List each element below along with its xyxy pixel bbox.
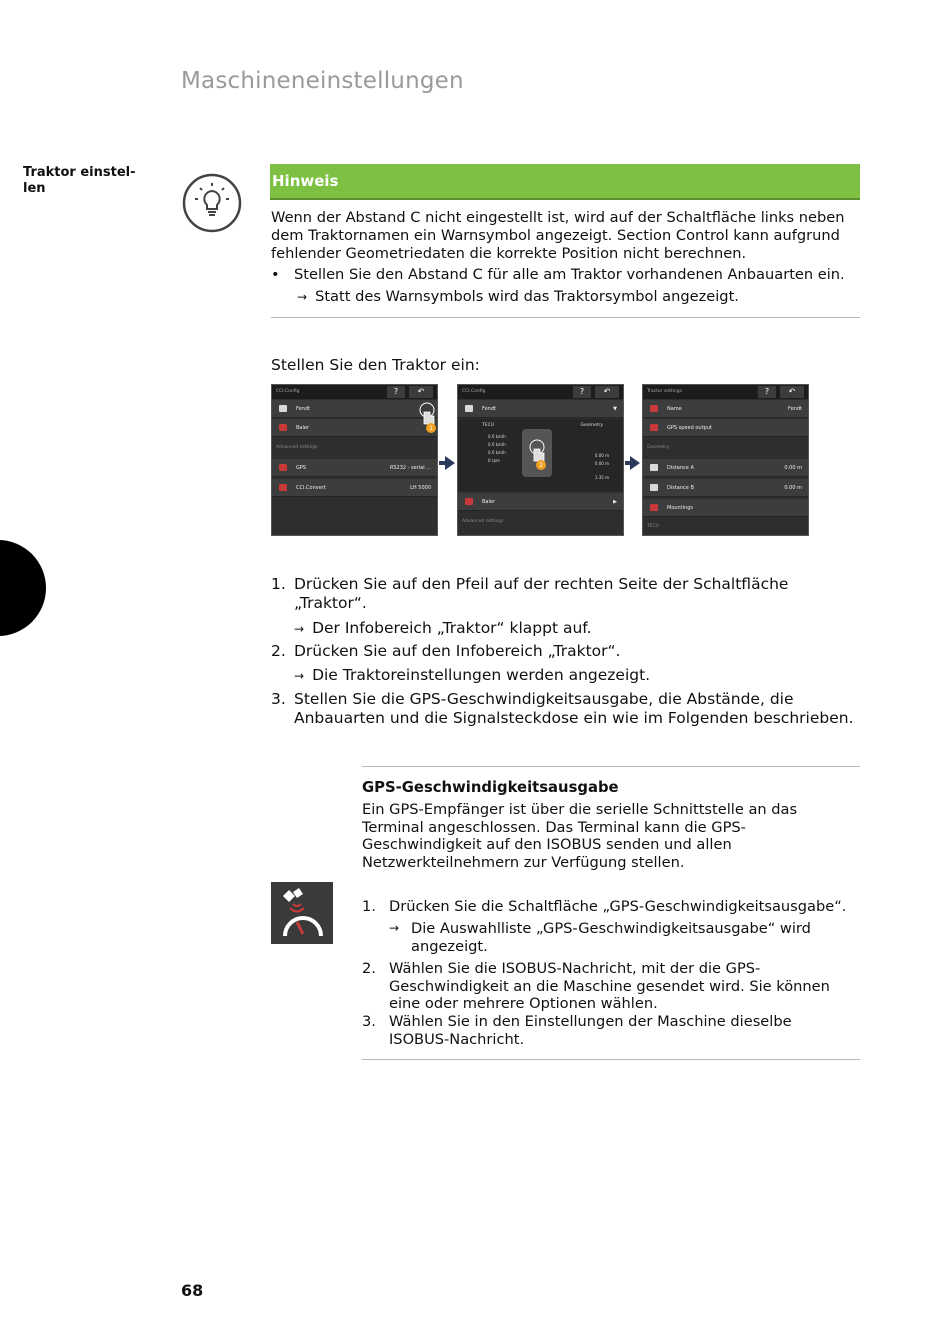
- speed-value: 0.0 km/h: [488, 434, 506, 439]
- row-value: LH 5000: [410, 485, 431, 491]
- gps-section-title: GPS-Geschwindigkeitsausgabe: [362, 779, 619, 796]
- row-tractor[interactable]: [458, 400, 623, 418]
- row-label: GPS speed output: [667, 425, 712, 431]
- screen-title: CCI.Config: [276, 389, 300, 394]
- screen-titlebar: [643, 385, 808, 399]
- row-label: GPS: [296, 465, 307, 471]
- side-label-text: Traktor einstel- len: [23, 165, 136, 196]
- note-bullet-text: Stellen Sie den Abstand C für alle am Traktor vorhandenen Anbauarten ein.: [294, 266, 845, 283]
- speed-value: 0.0 km/h: [488, 450, 506, 455]
- screenshot-sequence: [271, 384, 811, 538]
- row-distance-b[interactable]: [643, 479, 808, 497]
- screen-title: Tractor settings: [647, 389, 682, 394]
- step-number: 3.: [271, 690, 286, 708]
- row-distance-a[interactable]: [643, 459, 808, 477]
- screen-titlebar: [458, 385, 623, 399]
- implement-icon: [279, 424, 287, 431]
- distance-icon: [650, 484, 658, 491]
- step-result-text: Der Infobereich „Traktor“ klappt auf.: [312, 619, 592, 637]
- row-gps[interactable]: [272, 459, 437, 477]
- row-name[interactable]: [643, 400, 808, 418]
- speed-value: 0 rpm: [488, 458, 500, 463]
- chapter-thumb-tab: [0, 540, 46, 636]
- row-label: CCI.Convert: [296, 485, 326, 491]
- mountings-icon: [650, 504, 658, 511]
- section-side-label: [23, 165, 153, 197]
- step-text: Stellen Sie die GPS-Geschwindigkeitsausgabe, die Abstände, die Anbauarten und die Signalsteckdose ein wie im Folgenden beschrieben.: [294, 690, 854, 727]
- row-label: Distance A: [667, 465, 694, 471]
- implement-icon: [465, 498, 473, 505]
- row-value: Fendt: [788, 406, 802, 412]
- screen-tractor-expanded: [457, 384, 624, 536]
- intro-text: Stellen Sie den Traktor ein:: [271, 356, 480, 374]
- page-header-title: Maschineneinstellungen: [181, 68, 464, 94]
- note-result: [297, 288, 739, 305]
- flow-arrow-icon: [445, 456, 455, 470]
- row-label: Baler: [482, 499, 496, 505]
- gps-speed-icon: [650, 424, 658, 431]
- section-label: Advanced settings: [276, 445, 318, 450]
- section-label: TECU: [647, 524, 660, 529]
- gps-bottom-divider: [362, 1059, 860, 1060]
- row-label: Distance B: [667, 485, 694, 491]
- row-value: RS232 - serial ...: [389, 465, 431, 471]
- section-label: Advanced settings: [462, 519, 504, 524]
- note-heading: Hinweis: [272, 172, 339, 190]
- step-result: [294, 666, 650, 686]
- note-result-text: Statt des Warnsymbols wird das Traktorsymbol angezeigt.: [315, 288, 739, 305]
- back-button[interactable]: ↶: [409, 386, 433, 398]
- row-label: Name: [667, 406, 682, 412]
- step-text: Drücken Sie auf den Pfeil auf der rechten Seite der Schaltfläche „Traktor“.: [294, 575, 789, 612]
- step-number: 3.: [362, 1013, 376, 1030]
- distance-value: 0.00 m: [594, 453, 609, 458]
- row-mountings[interactable]: [643, 499, 808, 517]
- step-text: Drücken Sie auf den Infobereich „Traktor“.: [294, 642, 621, 660]
- row-value: 0.00 m: [784, 485, 802, 491]
- row-implement[interactable]: [272, 419, 437, 437]
- section-label: Geometry: [647, 445, 670, 450]
- help-button[interactable]: ?: [573, 386, 591, 398]
- note-text: Wenn der Abstand C nicht eingestellt ist, wird auf der Schaltfläche links neben dem Traktornamen ein Warnsymbol angezeigt. Section Control kann aufgrund fehlender Geometriedaten die korrekte Position nicht berechnen.: [271, 209, 845, 262]
- step-text: Wählen Sie die ISOBUS-Nachricht, mit der die GPS-Geschwindigkeit an die Maschine gesendet wird. Sie können eine oder mehrere Optionen wählen.: [389, 960, 830, 1012]
- back-button[interactable]: ↶: [595, 386, 619, 398]
- tractor-icon: [279, 405, 287, 412]
- screen-tractor-list: [271, 384, 438, 536]
- tractor-info-panel[interactable]: [458, 419, 623, 491]
- speed-value: 0.0 km/h: [488, 442, 506, 447]
- step-number: 2.: [271, 642, 286, 660]
- screen-title: CCI.Config: [462, 389, 486, 394]
- step-number: 1.: [271, 575, 286, 593]
- row-gps-speed-output[interactable]: [643, 419, 808, 437]
- tractor-icon: [650, 405, 658, 412]
- gps-icon: [279, 464, 287, 471]
- step-text: Wählen Sie in den Einstellungen der Maschine dieselbe ISOBUS-Nachricht.: [389, 1013, 792, 1048]
- screen-titlebar: [272, 385, 437, 399]
- step-badge-2: 2: [539, 462, 543, 469]
- gps-section-text: Ein GPS-Empfänger ist über die serielle Schnittstelle an das Terminal angeschlossen. Das Terminal kann die GPS-Geschwindigkeit auf den ISOBUS senden und allen Netzwerkteilnehmern zur Verfügung stellen.: [362, 801, 798, 871]
- step-result-text: Die Auswahlliste „GPS-Geschwindigkeitsausgabe“ wird angezeigt.: [411, 920, 811, 955]
- result-arrow-icon: →: [294, 622, 305, 636]
- result-arrow-icon: →: [294, 669, 305, 683]
- step-result: [294, 619, 592, 639]
- chevron-right-icon[interactable]: ▶: [613, 499, 617, 505]
- tractor-icon: [465, 405, 473, 412]
- result-arrow-icon: →: [389, 921, 400, 935]
- row-tractor[interactable]: [272, 400, 437, 418]
- note-heading-bar: [270, 164, 860, 200]
- row-label: Baler: [296, 425, 310, 431]
- page-number: 68: [181, 1281, 204, 1300]
- lightbulb-icon: [182, 173, 242, 233]
- row-convert[interactable]: [272, 479, 437, 497]
- help-button[interactable]: ?: [758, 386, 776, 398]
- row-label: Mountings: [667, 505, 694, 511]
- step-badge-1: 1: [429, 425, 433, 432]
- convert-icon: [279, 484, 287, 491]
- chevron-down-icon[interactable]: ▼: [613, 406, 617, 412]
- screen-tractor-settings: [642, 384, 809, 536]
- row-label: Fendt: [482, 406, 496, 412]
- result-arrow-icon: →: [297, 290, 308, 304]
- geometry-label: Geometry: [580, 423, 603, 428]
- row-label: Fendt: [296, 406, 310, 412]
- hand-pointer-icon: [526, 439, 552, 473]
- hand-pointer-icon: [416, 402, 438, 436]
- tecu-label: TECU: [482, 423, 495, 428]
- step-result-text: Die Traktoreinstellungen werden angezeigt.: [312, 666, 651, 684]
- row-value: 0.00 m: [784, 465, 802, 471]
- step-text: Drücken Sie die Schaltfläche „GPS-Geschwindigkeitsausgabe“.: [389, 898, 847, 915]
- row-implement[interactable]: [458, 493, 623, 511]
- help-button[interactable]: ?: [387, 386, 405, 398]
- gps-speed-output-icon: [271, 882, 333, 944]
- distance-value: 0.00 m: [594, 461, 609, 466]
- bullet-symbol: •: [271, 266, 280, 283]
- flow-arrow-icon: [630, 456, 640, 470]
- distance-icon: [650, 464, 658, 471]
- step-number: 2.: [362, 960, 376, 977]
- distance-value: 1.35 m: [594, 475, 609, 480]
- note-divider: [271, 317, 860, 318]
- back-button[interactable]: ↶: [780, 386, 804, 398]
- gps-top-divider: [362, 766, 860, 767]
- step-number: 1.: [362, 898, 376, 915]
